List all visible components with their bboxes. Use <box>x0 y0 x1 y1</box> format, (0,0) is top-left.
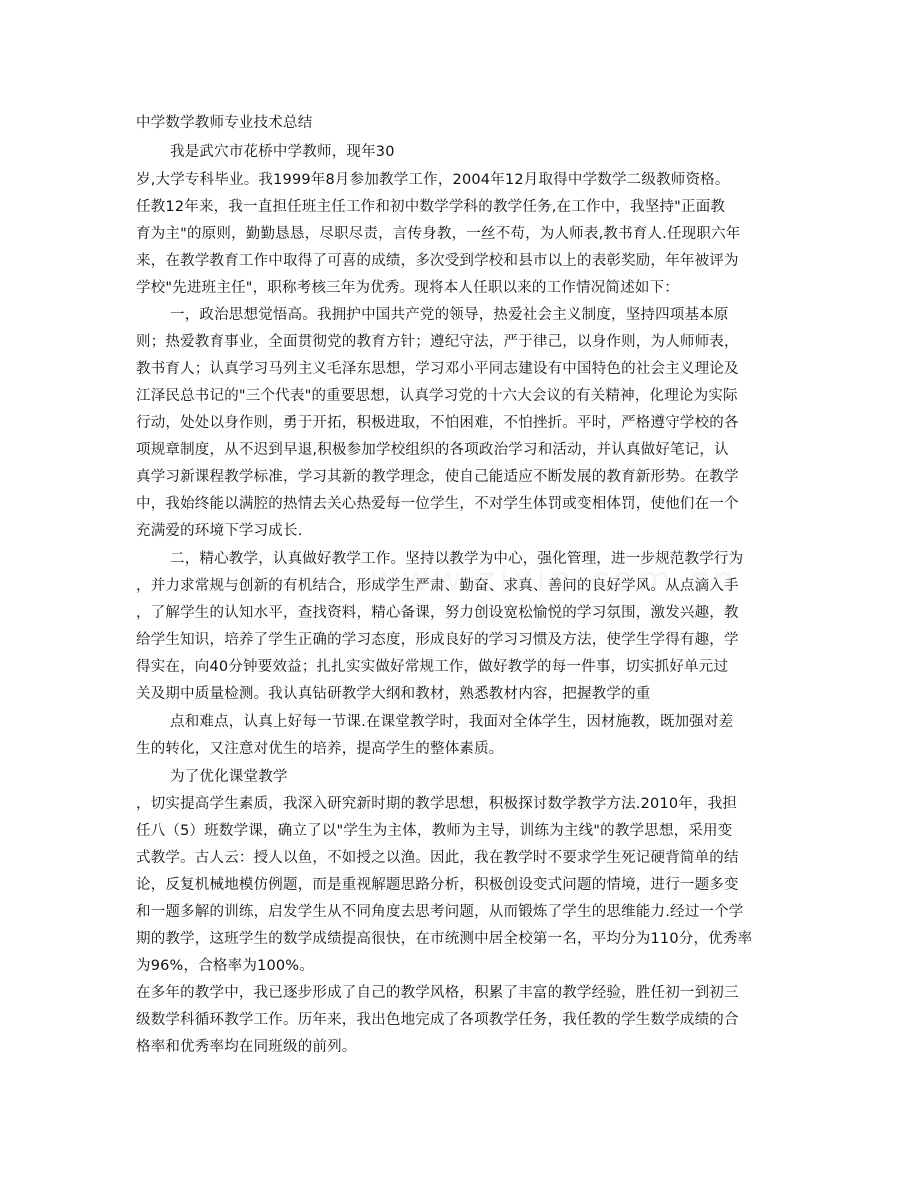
document-title: 中学数学教师专业技术总结 <box>136 115 313 131</box>
text-line: 学校"先进班主任"，职称考核三年为优秀。现将本人任职以来的工作情况简述如下： <box>136 280 679 296</box>
text-line: 在多年的教学中，我已逐步形成了自己的教学风格，积累了丰富的教学经验，胜任初一到初三 <box>136 985 739 1001</box>
text-line: 则；热爱教育事业，全面贯彻党的教育方针；遵纪守法，严于律己，以身作则，为人师师表， <box>136 334 739 350</box>
text-line: 育为主"的原则，勤勤恳恳，尽职尽责，言传身教，一丝不苟，为人师表,教书育人.任现职六年 <box>136 226 741 242</box>
text-line: 真学习新课程教学标准，学习其新的教学理念，使自己能适应不断发展的教育新形势。在教学 <box>136 469 739 485</box>
text-line: 江泽民总书记的"三个代表"的重要思想，认真学习党的十六大会议的有关精神，化理论为实际 <box>136 388 738 404</box>
text-line: 式教学。古人云：授人以鱼，不如授之以渔。因此，我在教学时不要求学生死记硬背简单的结 <box>136 850 739 866</box>
text-line: 中，我始终能以满腔的热情去关心热爱每一位学生，不对学生体罚或变相体罚，使他们在一个 <box>136 496 739 512</box>
text-line: 生的转化，又注意对优生的培养，提高学生的整体素质。 <box>136 741 504 757</box>
text-line: 岁,大学专科毕业。我1999年8月参加教学工作，2004年12月取得中学数学二级教师资格。 <box>136 172 730 188</box>
text-line: 二，精心教学，认真做好教学工作。坚持以教学为中心，强化管理，进一步规范教学行为 <box>170 551 744 567</box>
text-line: 关及期中质量检测。我认真钻研教学大纲和教材，熟悉教材内容，把握教学的重 <box>136 686 651 702</box>
text-line: 得实在，向40分钟要效益；扎扎实实做好常规工作，做好教学的每一件事，切实抓好单元过 <box>136 659 729 675</box>
text-line: 期的教学，这班学生的数学成绩提高很快，在市统测中居全校第一名，平均分为110分，优秀率 <box>136 931 753 947</box>
text-line: 为了优化课堂教学 <box>170 769 288 785</box>
text-line: 教书育人；认真学习马列主义毛泽东思想，学习邓小平同志建设有中国特色的社会主义理论及 <box>136 361 739 377</box>
text-line: ，切实提高学生素质，我深入研究新时期的教学思想，积极探讨数学教学方法.2010年，我担 <box>136 796 738 812</box>
text-line: 一，政治思想觉悟高。我拥护中国共产党的领导，热爱社会主义制度，坚持四项基本原 <box>170 307 729 323</box>
text-line: 充满爱的环境下学习成长. <box>136 523 303 539</box>
text-line: 给学生知识，培养了学生正确的学习态度，形成良好的学习习惯及方法，使学生学得有趣，学 <box>136 632 739 648</box>
text-line: 点和难点，认真上好每一节课.在课堂教学时，我面对全体学生，因材施教，既加强对差 <box>170 714 734 730</box>
text-line: 来，在教学教育工作中取得了可喜的成绩，多次受到学校和县市以上的表彰奖励，年年被评为 <box>136 253 739 269</box>
text-line: 任教12年来，我一直担任班主任工作和初中数学学科的教学任务,在工作中，我坚持"正面教 <box>136 199 726 215</box>
text-line: 任八（5）班数学课，确立了以"学生为主体，教师为主导，训练为主线"的教学思想，采用变 <box>136 823 733 839</box>
text-line: 为96%，合格率为100%。 <box>136 958 314 974</box>
text-line: 我是武穴市花桥中学教师，现年30 <box>170 144 395 160</box>
text-line: 论，反复机械地模仿例题，而是重视解题思路分析，积极创设变式问题的情境，进行一题多变 <box>136 877 739 893</box>
text-line: 级数学科循环教学工作。历年来，我出色地完成了各项教学任务，我任教的学生数学成绩的合 <box>136 1012 739 1028</box>
text-line: 格率和优秀率均在同班级的前列。 <box>136 1039 357 1055</box>
text-line: 行动，处处以身作则，勇于开拓，积极进取，不怕困难，不怕挫折。平时，严格遵守学校的各 <box>136 415 739 431</box>
text-line: ，并力求常规与创新的有机结合，形成学生严肃、勤奋、求真、善问的良好学风。从点滴入手 <box>136 578 739 594</box>
text-line: 和一题多解的训练，启发学生从不同角度去思考问题，从而锻炼了学生的思维能力.经过一个学 <box>136 904 744 920</box>
text-line: ，了解学生的认知水平，查找资料，精心备课，努力创设宽松愉悦的学习氛围，激发兴趣，教 <box>136 605 739 621</box>
text-line: 项规章制度，从不迟到早退,积极参加学校组织的各项政治学习和活动，并认真做好笔记，认 <box>136 442 729 458</box>
